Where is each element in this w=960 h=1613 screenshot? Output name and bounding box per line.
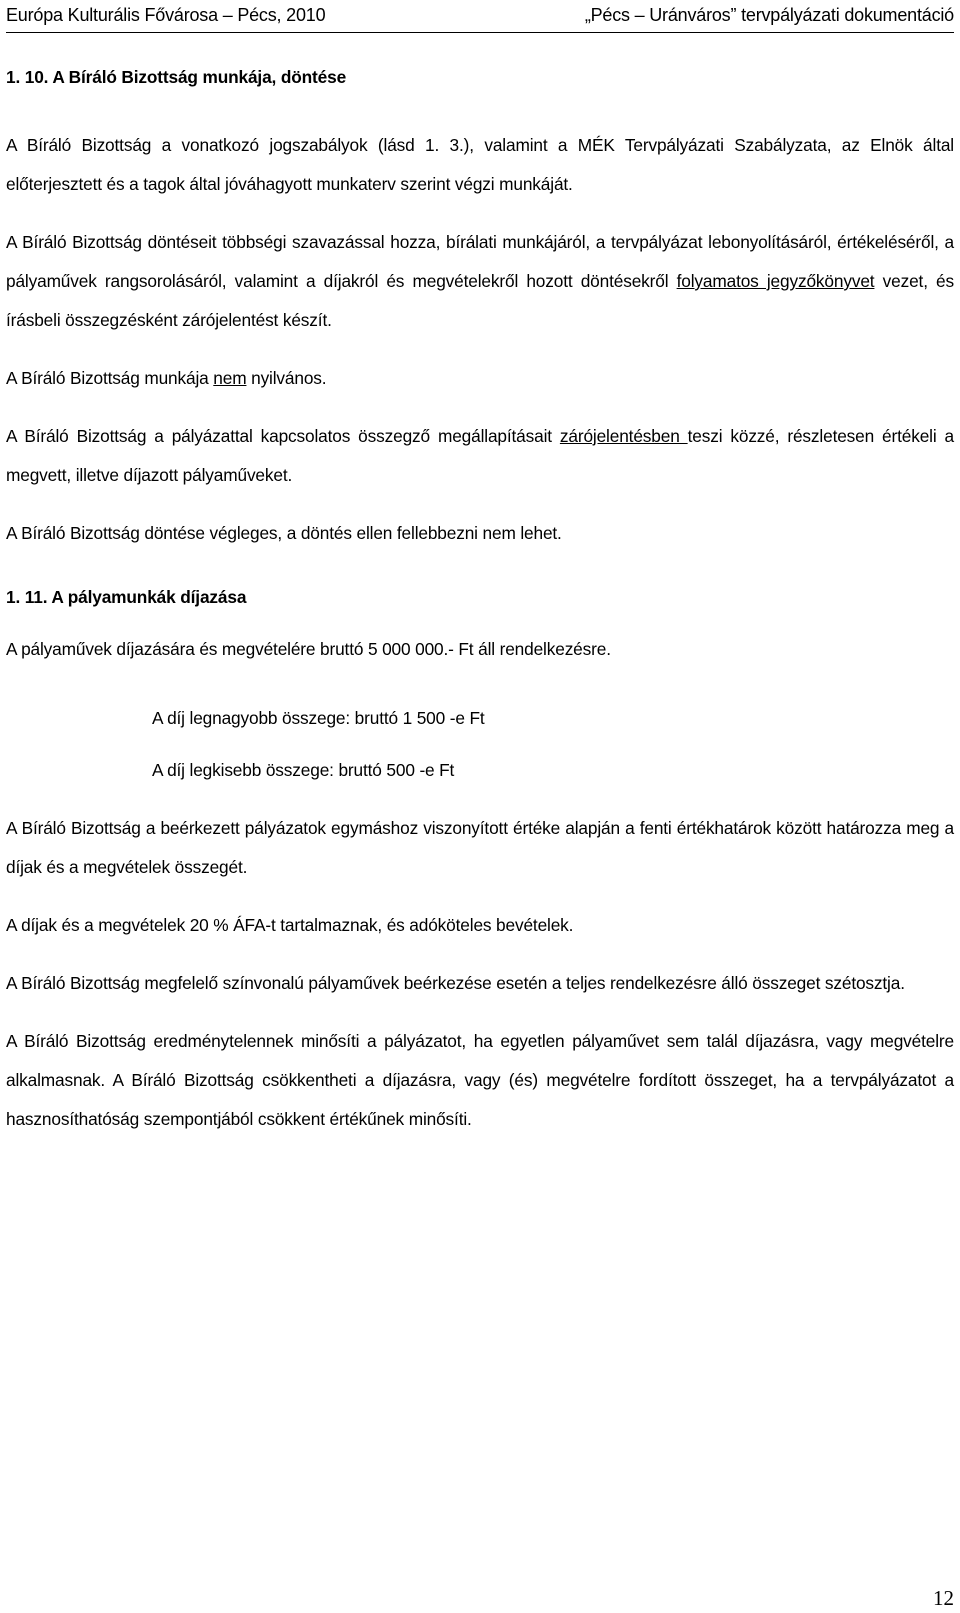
header-rule [6, 32, 954, 33]
paragraph: A Bíráló Bizottság megfelelő színvonalú pályaművek beérkezése esetén a teljes rendelkezésre álló összeget szétosztja. [6, 973, 905, 993]
underlined-text: nem [213, 368, 247, 388]
paragraph: A pályaművek díjazására és megvételére bruttó 5 000 000.- Ft áll rendelkezésre. [6, 639, 611, 659]
header-right-title: „Pécs – Uránváros” tervpályázati dokumentáció [584, 5, 954, 25]
section-heading-1-10: 1. 10. A Bíráló Bizottság munkája, döntése [6, 67, 347, 87]
paragraph [6, 417, 954, 495]
paragraph [6, 223, 954, 340]
paragraph-text: A Bíráló Bizottság a vonatkozó jogszabályok (lásd 1. 3.), valamint a MÉK Tervpályázati Szabályzata, az Elnök által előterjesztett és a tagok által jóváhagyott munkaterv szerint végzi munkáját. [6, 135, 954, 194]
paragraph-text: A Bíráló Bizottság a pályázattal kapcsolatos összegző megállapításait [6, 426, 560, 446]
paragraph: A Bíráló Bizottság eredménytelennek minősíti a pályázatot, ha egyetlen pályaművet sem talál díjazásra, vagy megvételre alkalmasnak. A Bíráló Bizottság csökkentheti a díjazásra, vagy (és) megvételre fordított összeget, ha a tervpályázatot a hasznosíthatóság szempontjából csökkent értékűnek minősíti. [6, 1031, 954, 1129]
section-heading-1-11: 1. 11. A pályamunkák díjazása [6, 587, 247, 607]
paragraph: A Bíráló Bizottság döntése végleges, a döntés ellen fellebbezni nem lehet. [6, 523, 562, 543]
prize-max-line: A díj legnagyobb összege: bruttó 1 500 -e Ft [152, 708, 485, 728]
paragraph-text: vezet, és írásbeli összegzésként zárójelentést készít. [6, 271, 954, 330]
paragraph [6, 359, 954, 398]
header-left-title: Európa Kulturális Fővárosa – Pécs, 2010 [6, 5, 326, 25]
underlined-text: zárójelentésben [559, 426, 688, 446]
underlined-text: folyamatos jegyzőkönyvet [676, 271, 875, 291]
page-number: 12 [933, 1586, 954, 1610]
paragraph: A Bíráló Bizottság a beérkezett pályázatok egymáshoz viszonyított értéke alapján a fenti értékhatárok között határozza meg a díjak és a megvételek összegét. [6, 818, 954, 877]
paragraph-text: A Bíráló Bizottság döntéseit többségi szavazással hozza, bírálati munkájáról, a tervpályázat lebonyolításáról, értékeléséről, a pályaművek rangsorolásáról, valamint a díjakról és megvételekről hozott döntésekről [6, 232, 954, 291]
paragraph [6, 126, 954, 204]
page-header [6, 0, 954, 31]
paragraph-text: teszi közzé, részletesen értékeli a megvett, illetve díjazott pályaműveket. [6, 426, 954, 485]
paragraph-text: nyilvános. [246, 368, 327, 388]
document-body [6, 66, 954, 1139]
paragraph-text: A Bíráló Bizottság munkája [6, 368, 214, 388]
prize-min-line: A díj legkisebb összege: bruttó 500 -e Ft [152, 760, 455, 780]
paragraph: A díjak és a megvételek 20 % ÁFA-t tartalmaznak, és adóköteles bevételek. [6, 915, 574, 935]
